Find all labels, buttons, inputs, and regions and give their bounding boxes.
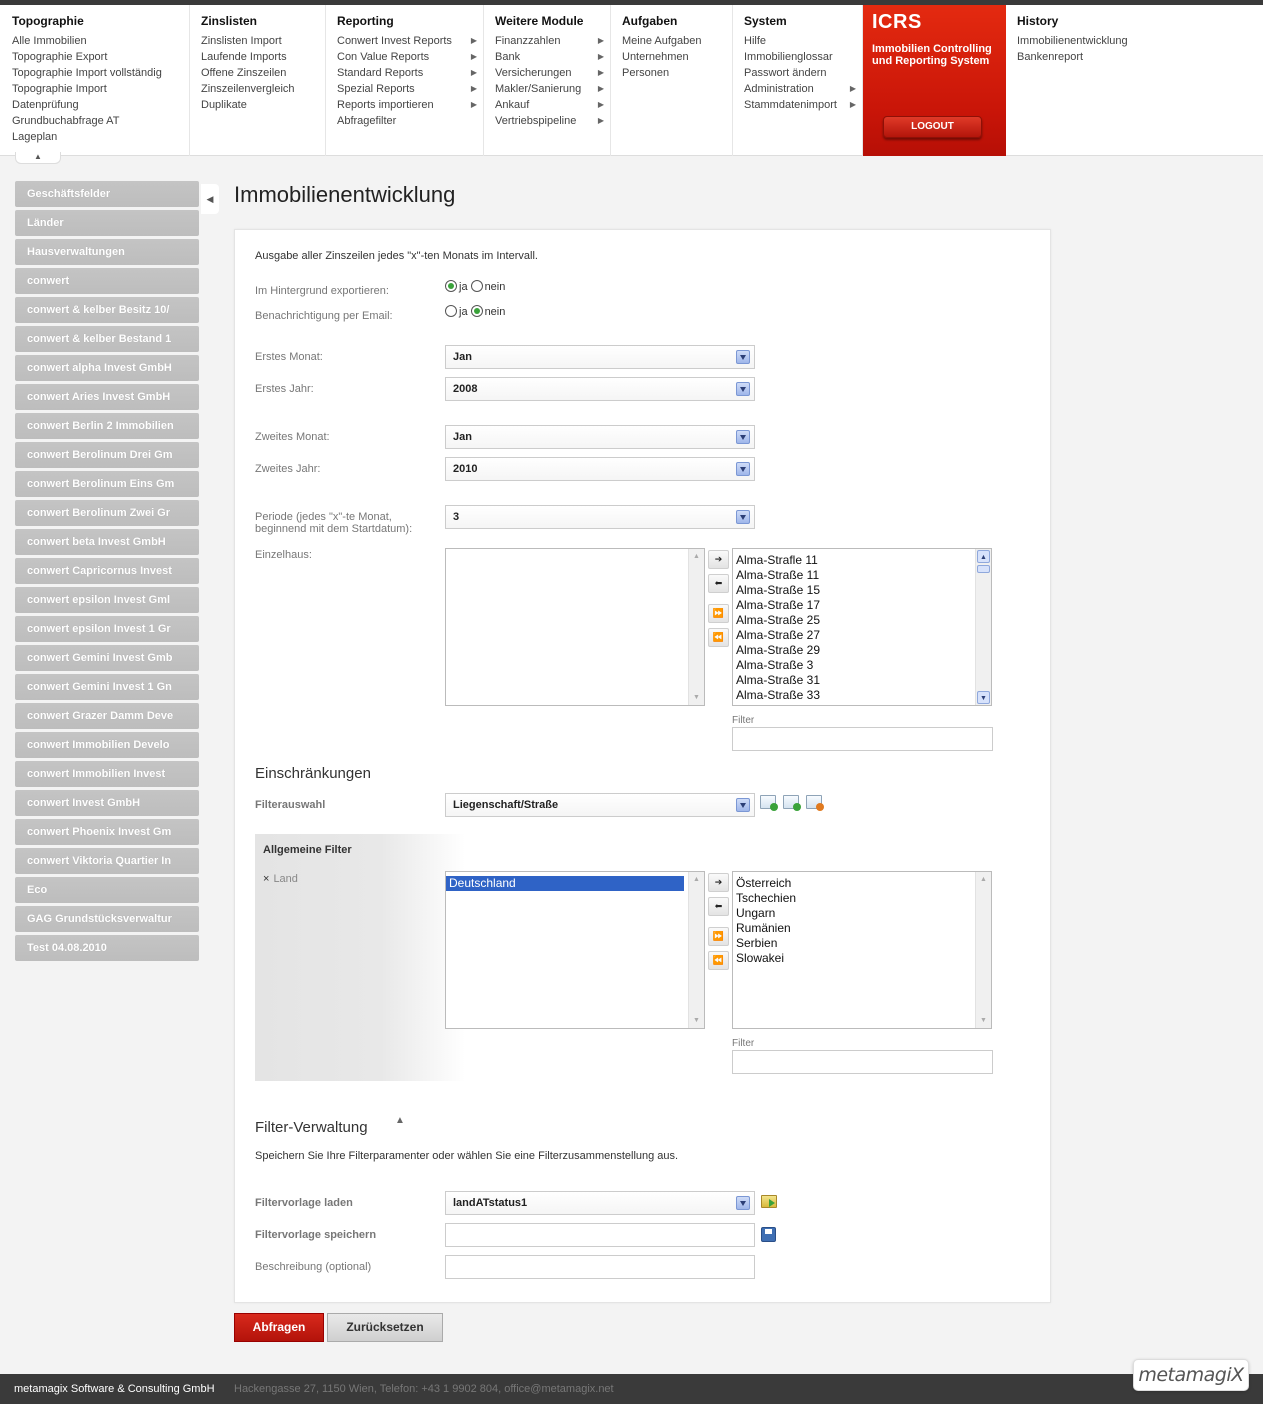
sidebar-item[interactable]: conwert Grazer Damm Deve (15, 703, 199, 729)
radio-label: ja (459, 281, 468, 293)
sidebar-item[interactable]: conwert beta Invest GmbH (15, 529, 199, 555)
submenu-arrow-icon: ▶ (597, 100, 604, 109)
land-available-list[interactable] (732, 871, 992, 1029)
sidebar-item[interactable]: conwert Gemini Invest 1 Gn (15, 674, 199, 700)
submenu-arrow-icon: ▶ (470, 100, 477, 109)
remove-filter-icon[interactable] (806, 795, 822, 809)
scroll-down-icon[interactable]: ▼ (693, 694, 700, 701)
menu-column-history (1006, 5, 1263, 156)
sidebar-item[interactable]: conwert (15, 268, 199, 294)
move-all-right-button[interactable]: ⏩ (708, 604, 729, 623)
sidebar-item[interactable]: conwert Invest GmbH (15, 790, 199, 816)
restrictions-heading: Einschränkungen (255, 765, 371, 782)
select-value: 2010 (453, 463, 478, 475)
brand-title: ICRS (872, 11, 922, 33)
menu-item[interactable] (337, 49, 483, 65)
query-button[interactable]: Abfragen (234, 1313, 324, 1342)
collapse-section-icon[interactable]: ▲ (395, 1115, 405, 1126)
submenu-arrow-icon: ▶ (597, 68, 604, 77)
land-label: Land (273, 873, 298, 885)
menu-item-label: Conwert Invest Reports (337, 35, 452, 47)
history-item[interactable]: Bankenreport (1017, 51, 1084, 63)
sidebar-item[interactable]: conwert Phoenix Invest Gm (15, 819, 199, 845)
list-option[interactable]: Tschechien (736, 891, 797, 905)
background-export-yes-radio[interactable] (445, 280, 457, 292)
list-option[interactable]: Ungarn (736, 906, 776, 920)
list-option[interactable]: Alma-Straße 15 (736, 583, 821, 597)
first-year-label: Erstes Jahr: (255, 383, 314, 395)
radio-label: nein (484, 306, 506, 318)
background-export-radio-group (445, 280, 508, 293)
general-filter-heading: Allgemeine Filter (263, 844, 352, 856)
menu-title-reporting[interactable]: Reporting (337, 14, 394, 28)
email-notify-label: Benachrichtigung per Email: (255, 310, 393, 322)
second-month-label: Zweites Monat: (255, 431, 330, 443)
menu-item[interactable]: Alle Immobilien (12, 35, 87, 47)
second-year-label: Zweites Jahr: (255, 463, 321, 475)
menu-title-system[interactable]: System (744, 14, 787, 28)
period-label (255, 511, 412, 535)
menu-title-zinslisten[interactable]: Zinslisten (201, 14, 258, 28)
scroll-down-icon[interactable]: ▼ (693, 1017, 700, 1024)
filter-select-label: Filterauswahl (255, 799, 326, 811)
menu-column-zinslisten (190, 5, 326, 156)
submenu-arrow-icon: ▶ (849, 100, 856, 109)
sidebar-item[interactable]: conwert Berlin 2 Immobilien (15, 413, 199, 439)
scrollbar[interactable] (975, 872, 991, 1028)
scrollbar[interactable] (688, 549, 704, 705)
chevron-up-icon: ▲ (34, 152, 42, 161)
menu-item[interactable]: Abfragefilter (337, 115, 397, 127)
menu-item-label: Stammdatenimport (744, 99, 837, 111)
list-option[interactable]: Serbien (736, 936, 778, 950)
menu-item[interactable] (337, 65, 483, 81)
menu-item-label: Administration (744, 83, 814, 95)
menu-item-label: Spezial Reports (337, 83, 415, 95)
sidebar (15, 181, 199, 964)
intro-text: Ausgabe aller Zinszeilen jedes "x"-ten Monats im Intervall. (255, 250, 538, 262)
menu-item[interactable] (337, 33, 483, 49)
sidebar-item[interactable]: Länder (15, 210, 199, 236)
list-option[interactable]: Alma-Straße 27 (736, 628, 821, 642)
filter-select[interactable] (445, 793, 755, 817)
save-disk-icon[interactable] (761, 1227, 776, 1242)
brand-subtitle: Immobilien Controlling und Reporting System (872, 43, 992, 67)
menu-item[interactable] (495, 49, 610, 65)
list-option[interactable]: Alma-Straße 25 (736, 613, 821, 627)
first-month-label: Erstes Monat: (255, 351, 323, 363)
menu-item-label: Reports importieren (337, 99, 434, 111)
submenu-arrow-icon: ▶ (470, 36, 477, 45)
save-template-input[interactable] (445, 1223, 755, 1247)
move-all-left-button[interactable]: ⏪ (708, 628, 729, 647)
menu-item[interactable]: Personen (622, 67, 670, 79)
radio-label: ja (459, 306, 468, 318)
second-year-select[interactable] (445, 457, 755, 481)
menu-title-history: History (1017, 14, 1059, 28)
sidebar-item[interactable]: conwert Berolinum Drei Gm (15, 442, 199, 468)
menu-item[interactable]: Zinslisten Import (201, 35, 282, 47)
scrollbar[interactable] (688, 872, 704, 1028)
move-right-button[interactable]: ➔ (708, 873, 729, 892)
menu-item[interactable] (337, 81, 483, 97)
submenu-arrow-icon: ▶ (470, 68, 477, 77)
menu-item[interactable]: Grundbuchabfrage AT (12, 115, 120, 127)
sidebar-item[interactable]: conwert & kelber Besitz 10/ (15, 297, 199, 323)
move-left-button[interactable]: ⬅ (708, 897, 729, 916)
menu-item[interactable] (744, 97, 862, 113)
scroll-up-icon[interactable]: ▲ (693, 553, 700, 560)
footer (0, 1374, 1263, 1404)
sidebar-item[interactable]: Hausverwaltungen (15, 239, 199, 265)
list-option[interactable]: Alma-Straße 29 (736, 643, 821, 657)
radio-label: nein (484, 281, 506, 293)
list-option[interactable]: Deutschland (446, 876, 684, 891)
menu-item-label: Standard Reports (337, 67, 424, 79)
email-notify-radio-group (445, 305, 508, 318)
sidebar-item[interactable]: conwert Berolinum Zwei Gr (15, 500, 199, 526)
select-value: Jan (453, 431, 472, 443)
background-export-label: Im Hintergrund exportieren: (255, 285, 389, 297)
land-filter-input[interactable] (732, 1050, 993, 1074)
menu-item[interactable] (495, 97, 610, 113)
list-option[interactable]: Slowakei (736, 951, 785, 965)
sidebar-item[interactable]: Geschäftsfelder (15, 181, 199, 207)
sidebar-item[interactable]: conwert & kelber Bestand 1 (15, 326, 199, 352)
submenu-arrow-icon: ▶ (597, 52, 604, 61)
submenu-arrow-icon: ▶ (849, 84, 856, 93)
einzelhaus-label: Einzelhaus: (255, 549, 312, 561)
dropdown-arrow-icon (736, 462, 750, 476)
dropdown-arrow-icon (736, 510, 750, 524)
description-input[interactable] (445, 1255, 755, 1279)
menu-column-reporting (326, 5, 484, 156)
menu-item[interactable] (744, 81, 862, 97)
sidebar-item[interactable]: conwert epsilon Invest Gml (15, 587, 199, 613)
menu-column-weitere-module (484, 5, 611, 156)
footer-company: metamagix Software & Consulting GmbH (14, 1383, 215, 1395)
submenu-arrow-icon: ▶ (597, 36, 604, 45)
sidebar-item[interactable]: Eco (15, 877, 199, 903)
filter-management-description: Speichern Sie Ihre Filterparamenter oder wählen Sie eine Filterzusammenstellung aus. (255, 1150, 679, 1162)
land-filter-label: Filter (732, 1038, 755, 1049)
menu-item[interactable] (495, 81, 610, 97)
select-value: Liegenschaft/Straße (453, 799, 559, 811)
scroll-down-icon[interactable]: ▼ (980, 1017, 987, 1024)
list-option[interactable]: Alma-Strafle 11 (736, 553, 818, 567)
footer-address: Hackengasse 27, 1150 Wien, Telefon: +43 1 9902 804, office@metamagix.net (234, 1383, 614, 1395)
main-menu (0, 5, 1263, 156)
menu-item[interactable]: Hilfe (744, 35, 767, 47)
einzelhaus-available-list[interactable] (732, 548, 992, 706)
menu-item-label: Versicherungen (495, 67, 572, 79)
add-filter-icon[interactable] (760, 795, 776, 809)
save-template-label: Filtervorlage speichern (255, 1229, 377, 1241)
brand-box (863, 5, 1006, 156)
menu-item[interactable]: Topographie Import vollständig (12, 67, 162, 79)
scroll-up-icon[interactable]: ▲ (977, 550, 990, 563)
menu-column-aufgaben (611, 5, 733, 156)
menu-item[interactable]: Topographie Import (12, 83, 107, 95)
description-label: Beschreibung (optional) (255, 1261, 372, 1273)
history-item[interactable]: Immobilienentwicklung (1017, 35, 1128, 47)
first-year-select[interactable] (445, 377, 755, 401)
einzelhaus-selected-list[interactable] (445, 548, 705, 706)
menu-item[interactable] (495, 113, 610, 129)
menu-title-aufgaben[interactable]: Aufgaben (622, 14, 678, 28)
sidebar-item[interactable]: conwert Berolinum Eins Gm (15, 471, 199, 497)
dropdown-arrow-icon (736, 798, 750, 812)
select-value: 3 (453, 511, 460, 523)
menu-item[interactable] (337, 97, 483, 113)
metamagix-logo: metamagiX (1133, 1359, 1249, 1391)
sidebar-collapse-button[interactable] (201, 184, 219, 214)
scroll-down-icon[interactable]: ▼ (977, 691, 990, 704)
land-selected-list[interactable] (445, 871, 705, 1029)
list-option[interactable]: Alma-Straße 31 (736, 673, 821, 687)
email-notify-no-radio[interactable] (471, 305, 483, 317)
general-filter-box (255, 834, 465, 1081)
sidebar-item[interactable]: conwert Gemini Invest Gmb (15, 645, 199, 671)
dropdown-arrow-icon (736, 350, 750, 364)
chevron-left-icon: ◀ (206, 194, 214, 204)
menu-item[interactable] (495, 65, 610, 81)
load-folder-icon[interactable] (761, 1195, 777, 1208)
remove-filter-icon[interactable]: × (263, 873, 270, 885)
menu-item[interactable]: Offene Zinszeilen (201, 67, 287, 79)
filter-management-heading: Filter-Verwaltung (255, 1119, 368, 1136)
sidebar-item[interactable]: conwert Immobilien Develo (15, 732, 199, 758)
second-month-select[interactable] (445, 425, 755, 449)
dropdown-arrow-icon (736, 382, 750, 396)
list-option[interactable]: Alma-Straße 33 (736, 688, 821, 702)
menu-item[interactable]: Immobilienglossar (744, 51, 833, 63)
menu-item[interactable]: Meine Aufgaben (622, 35, 702, 47)
scroll-up-icon[interactable]: ▲ (980, 876, 987, 883)
menu-item[interactable]: Lageplan (12, 131, 58, 143)
menu-item[interactable]: Laufende Imports (201, 51, 287, 63)
submenu-arrow-icon: ▶ (597, 116, 604, 125)
load-template-label: Filtervorlage laden (255, 1197, 353, 1209)
edit-filter-icon[interactable] (783, 795, 799, 809)
sidebar-item[interactable]: conwert Viktoria Quartier In (15, 848, 199, 874)
dropdown-arrow-icon (736, 430, 750, 444)
sidebar-item[interactable]: conwert Immobilien Invest (15, 761, 199, 787)
menu-item-label: Vertriebspipeline (495, 115, 577, 127)
dropdown-arrow-icon (736, 1196, 750, 1210)
scrollbar[interactable] (975, 549, 991, 705)
move-all-left-button[interactable]: ⏪ (708, 951, 729, 970)
menu-item[interactable]: Zinszeilenvergleich (201, 83, 295, 95)
menu-title-weitere-module[interactable]: Weitere Module (495, 14, 584, 28)
menu-item[interactable]: Datenprüfung (12, 99, 79, 111)
first-month-select[interactable] (445, 345, 755, 369)
sidebar-item[interactable]: conwert alpha Invest GmbH (15, 355, 199, 381)
menu-item[interactable]: Unternehmen (622, 51, 689, 63)
page-title: Immobilienentwicklung (234, 182, 456, 207)
background-export-no-radio[interactable] (471, 280, 483, 292)
list-option[interactable]: Alma-Straße 11 (736, 568, 820, 582)
remove-badge (816, 803, 824, 811)
land-filter-row (263, 873, 298, 885)
select-value: landATstatus1 (453, 1197, 528, 1209)
menu-item[interactable]: Topographie Export (12, 51, 108, 63)
move-all-right-button[interactable]: ⏩ (708, 927, 729, 946)
menu-item[interactable] (495, 33, 610, 49)
menu-item-label: Finanzzahlen (495, 35, 561, 47)
submenu-arrow-icon: ▶ (597, 84, 604, 93)
arrow-right-badge (769, 1199, 775, 1207)
select-value: Jan (453, 351, 472, 363)
logout-button[interactable]: LOGOUT (883, 116, 982, 138)
list-option[interactable]: Alma-Straße 17 (736, 598, 821, 612)
email-notify-yes-radio[interactable] (445, 305, 457, 317)
period-label-line1: Periode (jedes "x"-te Monat, (255, 511, 392, 523)
submenu-arrow-icon: ▶ (470, 84, 477, 93)
reset-button[interactable]: Zurücksetzen (327, 1313, 443, 1342)
period-select[interactable] (445, 505, 755, 529)
menu-item[interactable]: Duplikate (201, 99, 247, 111)
scroll-up-icon[interactable]: ▲ (693, 876, 700, 883)
menu-item-label: Con Value Reports (337, 51, 430, 63)
list-option[interactable]: Alma-Straße 3 (736, 658, 814, 672)
menu-title-topographie[interactable]: Topographie (12, 14, 84, 28)
load-template-select[interactable] (445, 1191, 755, 1215)
sidebar-item[interactable]: conwert epsilon Invest 1 Gr (15, 616, 199, 642)
disk-label (765, 1229, 772, 1234)
sidebar-item[interactable]: conwert Aries Invest GmbH (15, 384, 199, 410)
move-right-button[interactable]: ➔ (708, 550, 729, 569)
scroll-thumb[interactable] (977, 565, 990, 573)
collapse-menu-button[interactable] (15, 152, 61, 164)
list-option[interactable]: Rumänien (736, 921, 791, 935)
menu-item-label: Ankauf (495, 99, 530, 111)
menu-item-label: Bank (495, 51, 521, 63)
menu-column-topographie (0, 5, 190, 156)
sidebar-item[interactable]: Test 04.08.2010 (15, 935, 199, 961)
list-option[interactable]: Österreich (736, 876, 792, 890)
plus-badge (770, 803, 778, 811)
report-form-panel (234, 229, 1051, 1303)
menu-item[interactable]: Passwort ändern (744, 67, 827, 79)
submenu-arrow-icon: ▶ (470, 52, 477, 61)
menu-item-label: Makler/Sanierung (495, 83, 582, 95)
sidebar-item[interactable]: GAG Grundstücksverwaltur (15, 906, 199, 932)
sidebar-item[interactable]: conwert Capricornus Invest (15, 558, 199, 584)
einzelhaus-filter-label: Filter (732, 715, 755, 726)
einzelhaus-filter-input[interactable] (732, 727, 993, 751)
edit-badge (793, 803, 801, 811)
select-value: 2008 (453, 383, 478, 395)
menu-column-system (733, 5, 863, 156)
move-left-button[interactable]: ⬅ (708, 574, 729, 593)
period-label-line2: beginnend mit dem Startdatum): (255, 523, 413, 535)
